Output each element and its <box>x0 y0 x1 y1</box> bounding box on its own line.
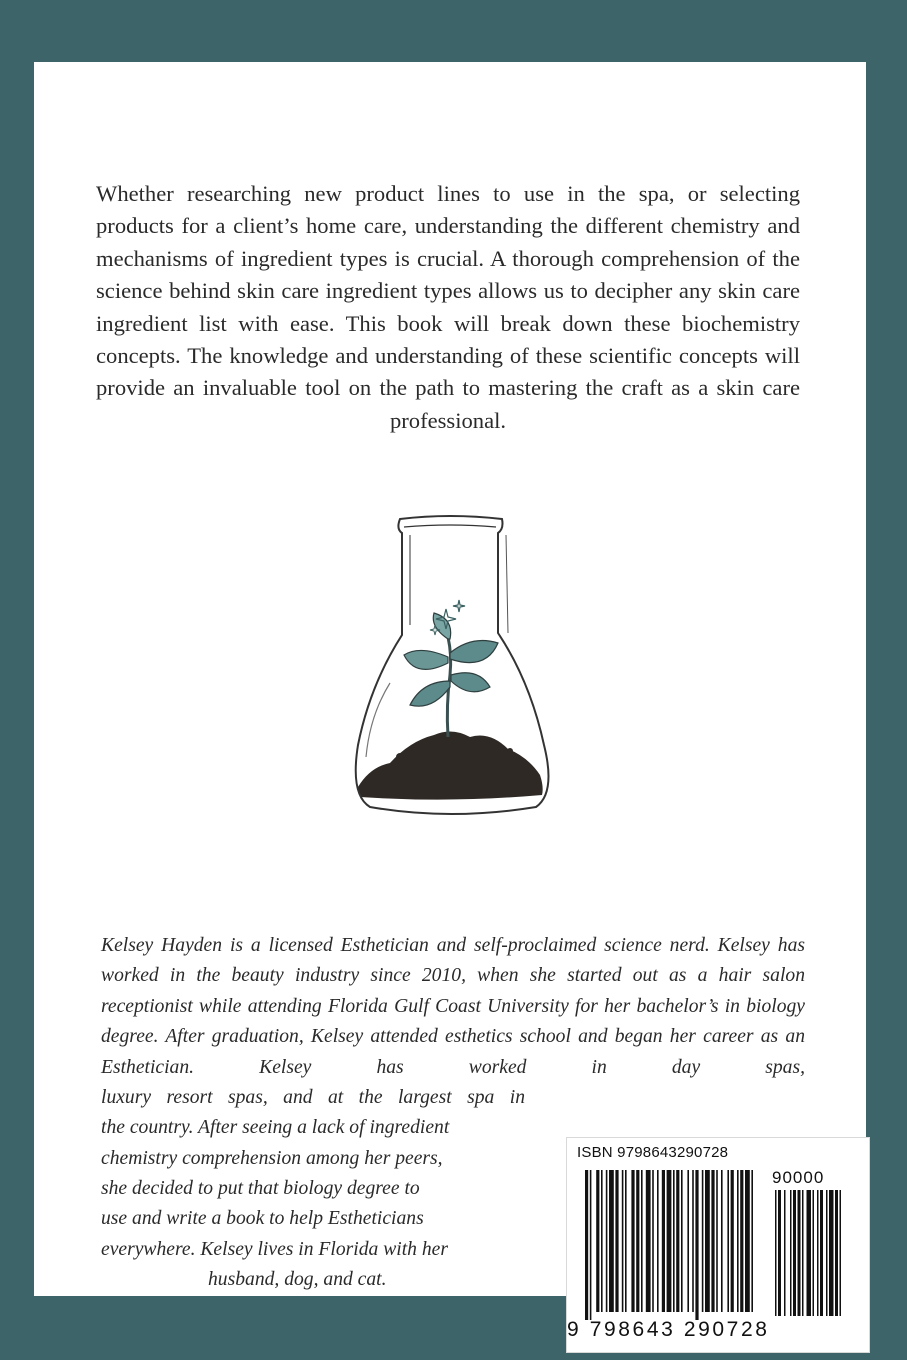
addon-bar <box>817 1190 819 1316</box>
addon-bar <box>775 1190 777 1316</box>
barcode-bar <box>681 1170 683 1312</box>
barcode-bar <box>652 1170 654 1312</box>
addon-bar <box>835 1190 838 1316</box>
addon-bar <box>784 1190 786 1316</box>
author-bio-line-4: she decided to put that biology degree to <box>101 1178 420 1199</box>
barcode-bar <box>737 1170 739 1312</box>
addon-bar <box>820 1190 823 1316</box>
barcode-bar <box>662 1170 665 1312</box>
barcode-bar <box>745 1170 750 1312</box>
barcode-bar <box>641 1170 643 1312</box>
barcode-bar <box>721 1170 723 1312</box>
barcode-bar <box>585 1170 588 1320</box>
barcode-bar <box>631 1170 634 1312</box>
barcode-bar <box>601 1170 603 1312</box>
isbn-label: ISBN 9798643290728 <box>577 1144 729 1161</box>
barcode-bar <box>625 1170 627 1312</box>
addon-bar <box>829 1190 834 1316</box>
barcode-bar <box>622 1170 624 1312</box>
author-bio-line-2: the country. After seeing a lack of ingredient <box>101 1117 450 1138</box>
barcode-bar <box>692 1170 694 1312</box>
barcode-bar <box>702 1170 704 1312</box>
addon-bar <box>807 1190 812 1316</box>
barcode-digits: 9 798643 290728 <box>567 1318 770 1341</box>
book-blurb: Whether researching new product lines to use in the spa, or selecting products for a client’s home care, understanding the different chemistry and mechanisms of ingredient types is crucial. A thorough comprehension of the science behind skin care ingredient types allows us to decipher any skin care ingredient list with ease. This book will break down these biochemistry concepts. The knowledge and understanding of these scientific concepts will provide an invaluable tool on the path to mastering the craft as a skin care professional. <box>96 181 800 433</box>
barcode-bar <box>711 1170 714 1312</box>
barcode-bar <box>705 1170 710 1312</box>
addon-bar <box>840 1190 842 1316</box>
barcode-bar <box>615 1170 618 1312</box>
barcode-bar <box>590 1170 592 1320</box>
price-code: 90000 <box>772 1168 825 1187</box>
barcode-bar <box>636 1170 639 1312</box>
barcode-bar <box>695 1170 698 1320</box>
author-bio-line-3: chemistry comprehension among her peers, <box>101 1148 443 1169</box>
barcode-bar <box>657 1170 659 1312</box>
barcode-bar <box>606 1170 608 1312</box>
author-bio-line-6: everywhere. Kelsey lives in Florida with her <box>101 1239 448 1260</box>
barcode-bar <box>716 1170 718 1312</box>
isbn-barcode <box>566 1137 870 1353</box>
addon-bar <box>813 1190 815 1316</box>
addon-bar <box>790 1190 792 1316</box>
addon-bar <box>826 1190 828 1316</box>
barcode-bars <box>577 1166 865 1326</box>
addon-bar <box>798 1190 801 1316</box>
barcode-bar <box>609 1170 614 1312</box>
barcode-bar <box>646 1170 651 1312</box>
barcode-bar <box>727 1170 729 1312</box>
addon-bar <box>793 1190 796 1316</box>
barcode-bar <box>731 1170 734 1312</box>
barcode-bar <box>751 1170 753 1312</box>
barcode-bar <box>687 1170 689 1312</box>
author-bio-line-1: luxury resort spas, and at the largest spa in <box>101 1087 525 1108</box>
author-bio-line-7: husband, dog, and cat. <box>208 1269 387 1290</box>
author-bio: Kelsey Hayden is a licensed Esthetician and self-proclaimed science nerd. Kelsey has worked in the beauty industry since 2010, when she started out as a hair salon receptionist while attending Florida Gulf Coast University for her bachelor’s in biology degree. After graduation, Kelsey attended esthetics school and began her career as an Esthetician. Kelsey has worked in day spas, <box>101 935 805 1078</box>
barcode-bar <box>676 1170 679 1312</box>
barcode-bar <box>673 1170 675 1312</box>
addon-bar <box>778 1190 781 1316</box>
barcode-bar <box>596 1170 599 1312</box>
flask-with-sprout-icon <box>330 505 570 835</box>
author-bio-line-5: use and write a book to help Estheticians <box>101 1208 424 1229</box>
barcode-bar <box>740 1170 743 1312</box>
barcode-bar <box>667 1170 672 1312</box>
addon-bar <box>802 1190 804 1316</box>
